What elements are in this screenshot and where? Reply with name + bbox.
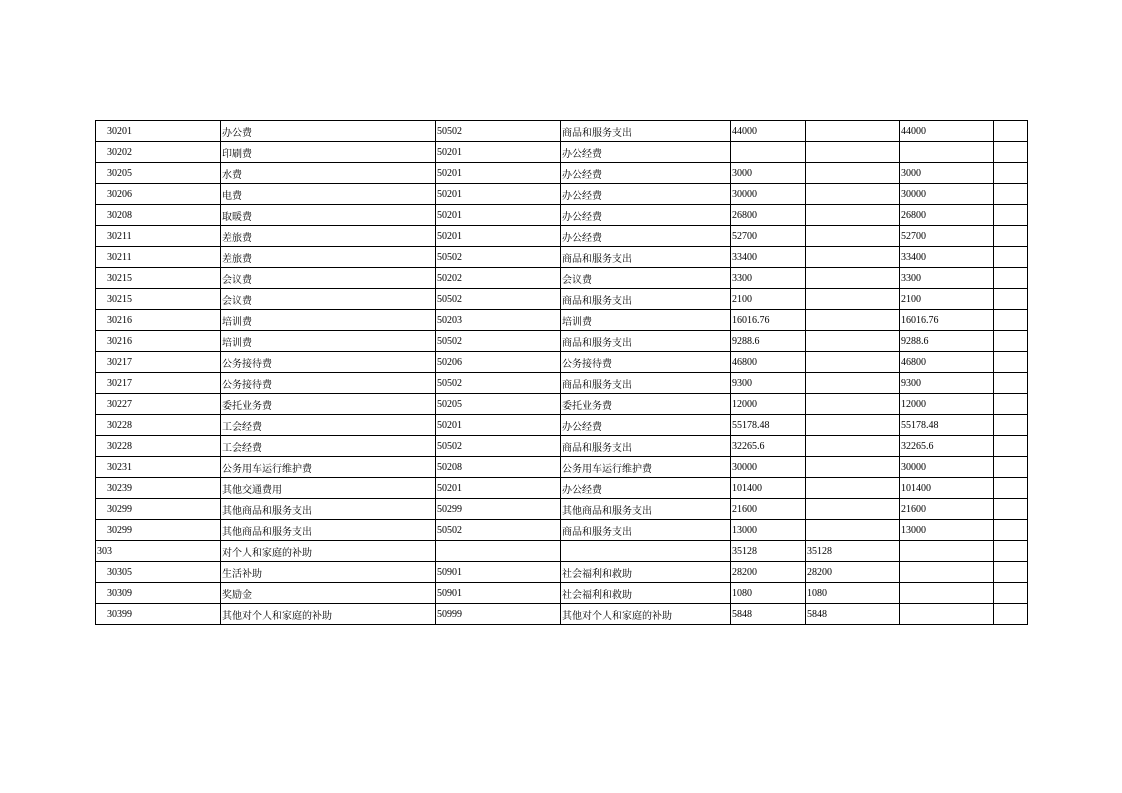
project-expense-cell: 101400 bbox=[900, 478, 994, 499]
gov-name-cell: 办公经费 bbox=[561, 184, 731, 205]
gov-name-cell: 办公经费 bbox=[561, 142, 731, 163]
gov-code-cell: 50201 bbox=[436, 478, 561, 499]
econ-name-cell: 差旅费 bbox=[221, 247, 436, 268]
econ-code-cell: 30202 bbox=[96, 142, 221, 163]
table-row bbox=[96, 478, 1028, 499]
gov-name-cell: 商品和服务支出 bbox=[561, 520, 731, 541]
project-expense-cell bbox=[900, 604, 994, 625]
econ-code-cell: 30208 bbox=[96, 205, 221, 226]
project-expense-cell: 52700 bbox=[900, 226, 994, 247]
econ-code-cell: 30399 bbox=[96, 604, 221, 625]
econ-name-cell: 印刷费 bbox=[221, 142, 436, 163]
extra-cell bbox=[994, 415, 1028, 436]
gov-name-cell: 商品和服务支出 bbox=[561, 373, 731, 394]
extra-cell bbox=[994, 226, 1028, 247]
table-row bbox=[96, 583, 1028, 604]
total-cell: 30000 bbox=[731, 184, 806, 205]
extra-cell bbox=[994, 247, 1028, 268]
econ-code-cell: 30215 bbox=[96, 268, 221, 289]
gov-name-cell bbox=[561, 541, 731, 562]
extra-cell bbox=[994, 184, 1028, 205]
total-cell: 16016.76 bbox=[731, 310, 806, 331]
gov-code-cell: 50999 bbox=[436, 604, 561, 625]
basic-expense-cell bbox=[806, 457, 900, 478]
extra-cell bbox=[994, 478, 1028, 499]
econ-name-cell: 公务用车运行维护费 bbox=[221, 457, 436, 478]
project-expense-cell: 3000 bbox=[900, 163, 994, 184]
gov-name-cell: 商品和服务支出 bbox=[561, 289, 731, 310]
basic-expense-cell bbox=[806, 205, 900, 226]
econ-name-cell: 公务接待费 bbox=[221, 373, 436, 394]
project-expense-cell: 16016.76 bbox=[900, 310, 994, 331]
gov-code-cell: 50203 bbox=[436, 310, 561, 331]
total-cell: 101400 bbox=[731, 478, 806, 499]
econ-name-cell: 其他交通费用 bbox=[221, 478, 436, 499]
econ-name-cell: 工会经费 bbox=[221, 436, 436, 457]
table-row bbox=[96, 520, 1028, 541]
econ-code-cell: 30216 bbox=[96, 310, 221, 331]
econ-code-cell: 30228 bbox=[96, 436, 221, 457]
gov-code-cell: 50901 bbox=[436, 562, 561, 583]
basic-expense-cell bbox=[806, 142, 900, 163]
project-expense-cell: 2100 bbox=[900, 289, 994, 310]
extra-cell bbox=[994, 499, 1028, 520]
gov-code-cell: 50502 bbox=[436, 373, 561, 394]
gov-code-cell: 50201 bbox=[436, 415, 561, 436]
table-row bbox=[96, 142, 1028, 163]
table-row bbox=[96, 310, 1028, 331]
basic-expense-cell bbox=[806, 247, 900, 268]
extra-cell bbox=[994, 142, 1028, 163]
basic-expense-cell: 35128 bbox=[806, 541, 900, 562]
gov-name-cell: 其他商品和服务支出 bbox=[561, 499, 731, 520]
extra-cell bbox=[994, 205, 1028, 226]
econ-code-cell: 30211 bbox=[96, 226, 221, 247]
table-row bbox=[96, 247, 1028, 268]
gov-name-cell: 会议费 bbox=[561, 268, 731, 289]
total-cell: 13000 bbox=[731, 520, 806, 541]
econ-code-cell: 303 bbox=[96, 541, 221, 562]
gov-code-cell: 50201 bbox=[436, 205, 561, 226]
project-expense-cell: 32265.6 bbox=[900, 436, 994, 457]
table-row bbox=[96, 268, 1028, 289]
gov-code-cell: 50202 bbox=[436, 268, 561, 289]
econ-code-cell: 30217 bbox=[96, 352, 221, 373]
extra-cell bbox=[994, 310, 1028, 331]
total-cell: 9300 bbox=[731, 373, 806, 394]
total-cell: 52700 bbox=[731, 226, 806, 247]
econ-code-cell: 30206 bbox=[96, 184, 221, 205]
econ-code-cell: 30217 bbox=[96, 373, 221, 394]
project-expense-cell bbox=[900, 562, 994, 583]
gov-name-cell: 社会福利和救助 bbox=[561, 583, 731, 604]
table-row bbox=[96, 499, 1028, 520]
total-cell: 1080 bbox=[731, 583, 806, 604]
gov-code-cell: 50201 bbox=[436, 163, 561, 184]
gov-name-cell: 商品和服务支出 bbox=[561, 436, 731, 457]
econ-name-cell: 其他对个人和家庭的补助 bbox=[221, 604, 436, 625]
project-expense-cell: 21600 bbox=[900, 499, 994, 520]
gov-name-cell: 其他对个人和家庭的补助 bbox=[561, 604, 731, 625]
table-row bbox=[96, 541, 1028, 562]
econ-name-cell: 对个人和家庭的补助 bbox=[221, 541, 436, 562]
econ-name-cell: 其他商品和服务支出 bbox=[221, 520, 436, 541]
econ-code-cell: 30239 bbox=[96, 478, 221, 499]
table-row bbox=[96, 163, 1028, 184]
econ-code-cell: 30299 bbox=[96, 499, 221, 520]
gov-code-cell: 50206 bbox=[436, 352, 561, 373]
gov-code-cell: 50201 bbox=[436, 142, 561, 163]
econ-name-cell: 奖励金 bbox=[221, 583, 436, 604]
total-cell: 21600 bbox=[731, 499, 806, 520]
gov-name-cell: 委托业务费 bbox=[561, 394, 731, 415]
basic-expense-cell bbox=[806, 415, 900, 436]
econ-name-cell: 电费 bbox=[221, 184, 436, 205]
table-row bbox=[96, 415, 1028, 436]
extra-cell bbox=[994, 583, 1028, 604]
basic-expense-cell bbox=[806, 121, 900, 142]
econ-name-cell: 办公费 bbox=[221, 121, 436, 142]
basic-expense-cell bbox=[806, 520, 900, 541]
gov-name-cell: 商品和服务支出 bbox=[561, 331, 731, 352]
gov-code-cell: 50205 bbox=[436, 394, 561, 415]
extra-cell bbox=[994, 541, 1028, 562]
gov-name-cell: 办公经费 bbox=[561, 478, 731, 499]
project-expense-cell: 13000 bbox=[900, 520, 994, 541]
extra-cell bbox=[994, 457, 1028, 478]
project-expense-cell bbox=[900, 541, 994, 562]
extra-cell bbox=[994, 520, 1028, 541]
gov-code-cell: 50201 bbox=[436, 226, 561, 247]
gov-code-cell: 50502 bbox=[436, 520, 561, 541]
table-row bbox=[96, 121, 1028, 142]
total-cell bbox=[731, 142, 806, 163]
table-row bbox=[96, 289, 1028, 310]
basic-expense-cell bbox=[806, 499, 900, 520]
econ-name-cell: 会议费 bbox=[221, 289, 436, 310]
gov-name-cell: 办公经费 bbox=[561, 415, 731, 436]
econ-name-cell: 委托业务费 bbox=[221, 394, 436, 415]
extra-cell bbox=[994, 163, 1028, 184]
total-cell: 26800 bbox=[731, 205, 806, 226]
econ-code-cell: 30215 bbox=[96, 289, 221, 310]
basic-expense-cell bbox=[806, 478, 900, 499]
basic-expense-cell bbox=[806, 226, 900, 247]
table-row bbox=[96, 352, 1028, 373]
gov-name-cell: 培训费 bbox=[561, 310, 731, 331]
table-row bbox=[96, 562, 1028, 583]
gov-code-cell: 50502 bbox=[436, 121, 561, 142]
basic-expense-cell: 5848 bbox=[806, 604, 900, 625]
gov-name-cell: 办公经费 bbox=[561, 226, 731, 247]
econ-code-cell: 30216 bbox=[96, 331, 221, 352]
econ-name-cell: 培训费 bbox=[221, 331, 436, 352]
econ-name-cell: 水费 bbox=[221, 163, 436, 184]
table-row bbox=[96, 394, 1028, 415]
table-row bbox=[96, 205, 1028, 226]
econ-name-cell: 差旅费 bbox=[221, 226, 436, 247]
extra-cell bbox=[994, 289, 1028, 310]
project-expense-cell: 9300 bbox=[900, 373, 994, 394]
gov-code-cell: 50201 bbox=[436, 184, 561, 205]
extra-cell bbox=[994, 373, 1028, 394]
basic-expense-cell bbox=[806, 268, 900, 289]
econ-code-cell: 30305 bbox=[96, 562, 221, 583]
total-cell: 35128 bbox=[731, 541, 806, 562]
project-expense-cell: 44000 bbox=[900, 121, 994, 142]
extra-cell bbox=[994, 331, 1028, 352]
basic-expense-cell bbox=[806, 331, 900, 352]
total-cell: 32265.6 bbox=[731, 436, 806, 457]
econ-code-cell: 30299 bbox=[96, 520, 221, 541]
table-row bbox=[96, 331, 1028, 352]
econ-code-cell: 30309 bbox=[96, 583, 221, 604]
total-cell: 30000 bbox=[731, 457, 806, 478]
total-cell: 9288.6 bbox=[731, 331, 806, 352]
table-row bbox=[96, 373, 1028, 394]
econ-name-cell: 取暖费 bbox=[221, 205, 436, 226]
project-expense-cell: 46800 bbox=[900, 352, 994, 373]
extra-cell bbox=[994, 394, 1028, 415]
table-row bbox=[96, 604, 1028, 625]
gov-code-cell: 50299 bbox=[436, 499, 561, 520]
total-cell: 5848 bbox=[731, 604, 806, 625]
basic-expense-cell bbox=[806, 373, 900, 394]
table-row bbox=[96, 184, 1028, 205]
gov-code-cell: 50502 bbox=[436, 436, 561, 457]
project-expense-cell: 30000 bbox=[900, 457, 994, 478]
project-expense-cell: 3300 bbox=[900, 268, 994, 289]
gov-name-cell: 办公经费 bbox=[561, 205, 731, 226]
extra-cell bbox=[994, 436, 1028, 457]
econ-code-cell: 30227 bbox=[96, 394, 221, 415]
total-cell: 2100 bbox=[731, 289, 806, 310]
total-cell: 3300 bbox=[731, 268, 806, 289]
econ-name-cell: 公务接待费 bbox=[221, 352, 436, 373]
gov-name-cell: 公务接待费 bbox=[561, 352, 731, 373]
gov-code-cell bbox=[436, 541, 561, 562]
econ-code-cell: 30205 bbox=[96, 163, 221, 184]
project-expense-cell: 33400 bbox=[900, 247, 994, 268]
total-cell: 12000 bbox=[731, 394, 806, 415]
basic-expense-cell bbox=[806, 289, 900, 310]
basic-expense-cell bbox=[806, 352, 900, 373]
total-cell: 33400 bbox=[731, 247, 806, 268]
econ-name-cell: 工会经费 bbox=[221, 415, 436, 436]
basic-expense-cell bbox=[806, 184, 900, 205]
budget-table bbox=[95, 120, 1028, 625]
econ-name-cell: 其他商品和服务支出 bbox=[221, 499, 436, 520]
total-cell: 46800 bbox=[731, 352, 806, 373]
extra-cell bbox=[994, 562, 1028, 583]
basic-expense-cell bbox=[806, 436, 900, 457]
table-row bbox=[96, 226, 1028, 247]
extra-cell bbox=[994, 268, 1028, 289]
table-body bbox=[96, 121, 1028, 625]
basic-expense-cell: 1080 bbox=[806, 583, 900, 604]
extra-cell bbox=[994, 352, 1028, 373]
gov-name-cell: 社会福利和救助 bbox=[561, 562, 731, 583]
project-expense-cell bbox=[900, 142, 994, 163]
econ-code-cell: 30231 bbox=[96, 457, 221, 478]
total-cell: 28200 bbox=[731, 562, 806, 583]
econ-code-cell: 30201 bbox=[96, 121, 221, 142]
gov-code-cell: 50901 bbox=[436, 583, 561, 604]
total-cell: 3000 bbox=[731, 163, 806, 184]
basic-expense-cell bbox=[806, 394, 900, 415]
gov-name-cell: 办公经费 bbox=[561, 163, 731, 184]
project-expense-cell bbox=[900, 583, 994, 604]
extra-cell bbox=[994, 604, 1028, 625]
gov-code-cell: 50502 bbox=[436, 331, 561, 352]
basic-expense-cell bbox=[806, 163, 900, 184]
gov-code-cell: 50208 bbox=[436, 457, 561, 478]
econ-code-cell: 30211 bbox=[96, 247, 221, 268]
project-expense-cell: 12000 bbox=[900, 394, 994, 415]
project-expense-cell: 55178.48 bbox=[900, 415, 994, 436]
econ-name-cell: 培训费 bbox=[221, 310, 436, 331]
total-cell: 44000 bbox=[731, 121, 806, 142]
table-row bbox=[96, 457, 1028, 478]
gov-code-cell: 50502 bbox=[436, 289, 561, 310]
table-row bbox=[96, 436, 1028, 457]
econ-name-cell: 生活补助 bbox=[221, 562, 436, 583]
gov-code-cell: 50502 bbox=[436, 247, 561, 268]
total-cell: 55178.48 bbox=[731, 415, 806, 436]
econ-code-cell: 30228 bbox=[96, 415, 221, 436]
extra-cell bbox=[994, 121, 1028, 142]
gov-name-cell: 商品和服务支出 bbox=[561, 121, 731, 142]
econ-name-cell: 会议费 bbox=[221, 268, 436, 289]
project-expense-cell: 9288.6 bbox=[900, 331, 994, 352]
gov-name-cell: 公务用车运行维护费 bbox=[561, 457, 731, 478]
gov-name-cell: 商品和服务支出 bbox=[561, 247, 731, 268]
basic-expense-cell: 28200 bbox=[806, 562, 900, 583]
project-expense-cell: 26800 bbox=[900, 205, 994, 226]
basic-expense-cell bbox=[806, 310, 900, 331]
project-expense-cell: 30000 bbox=[900, 184, 994, 205]
